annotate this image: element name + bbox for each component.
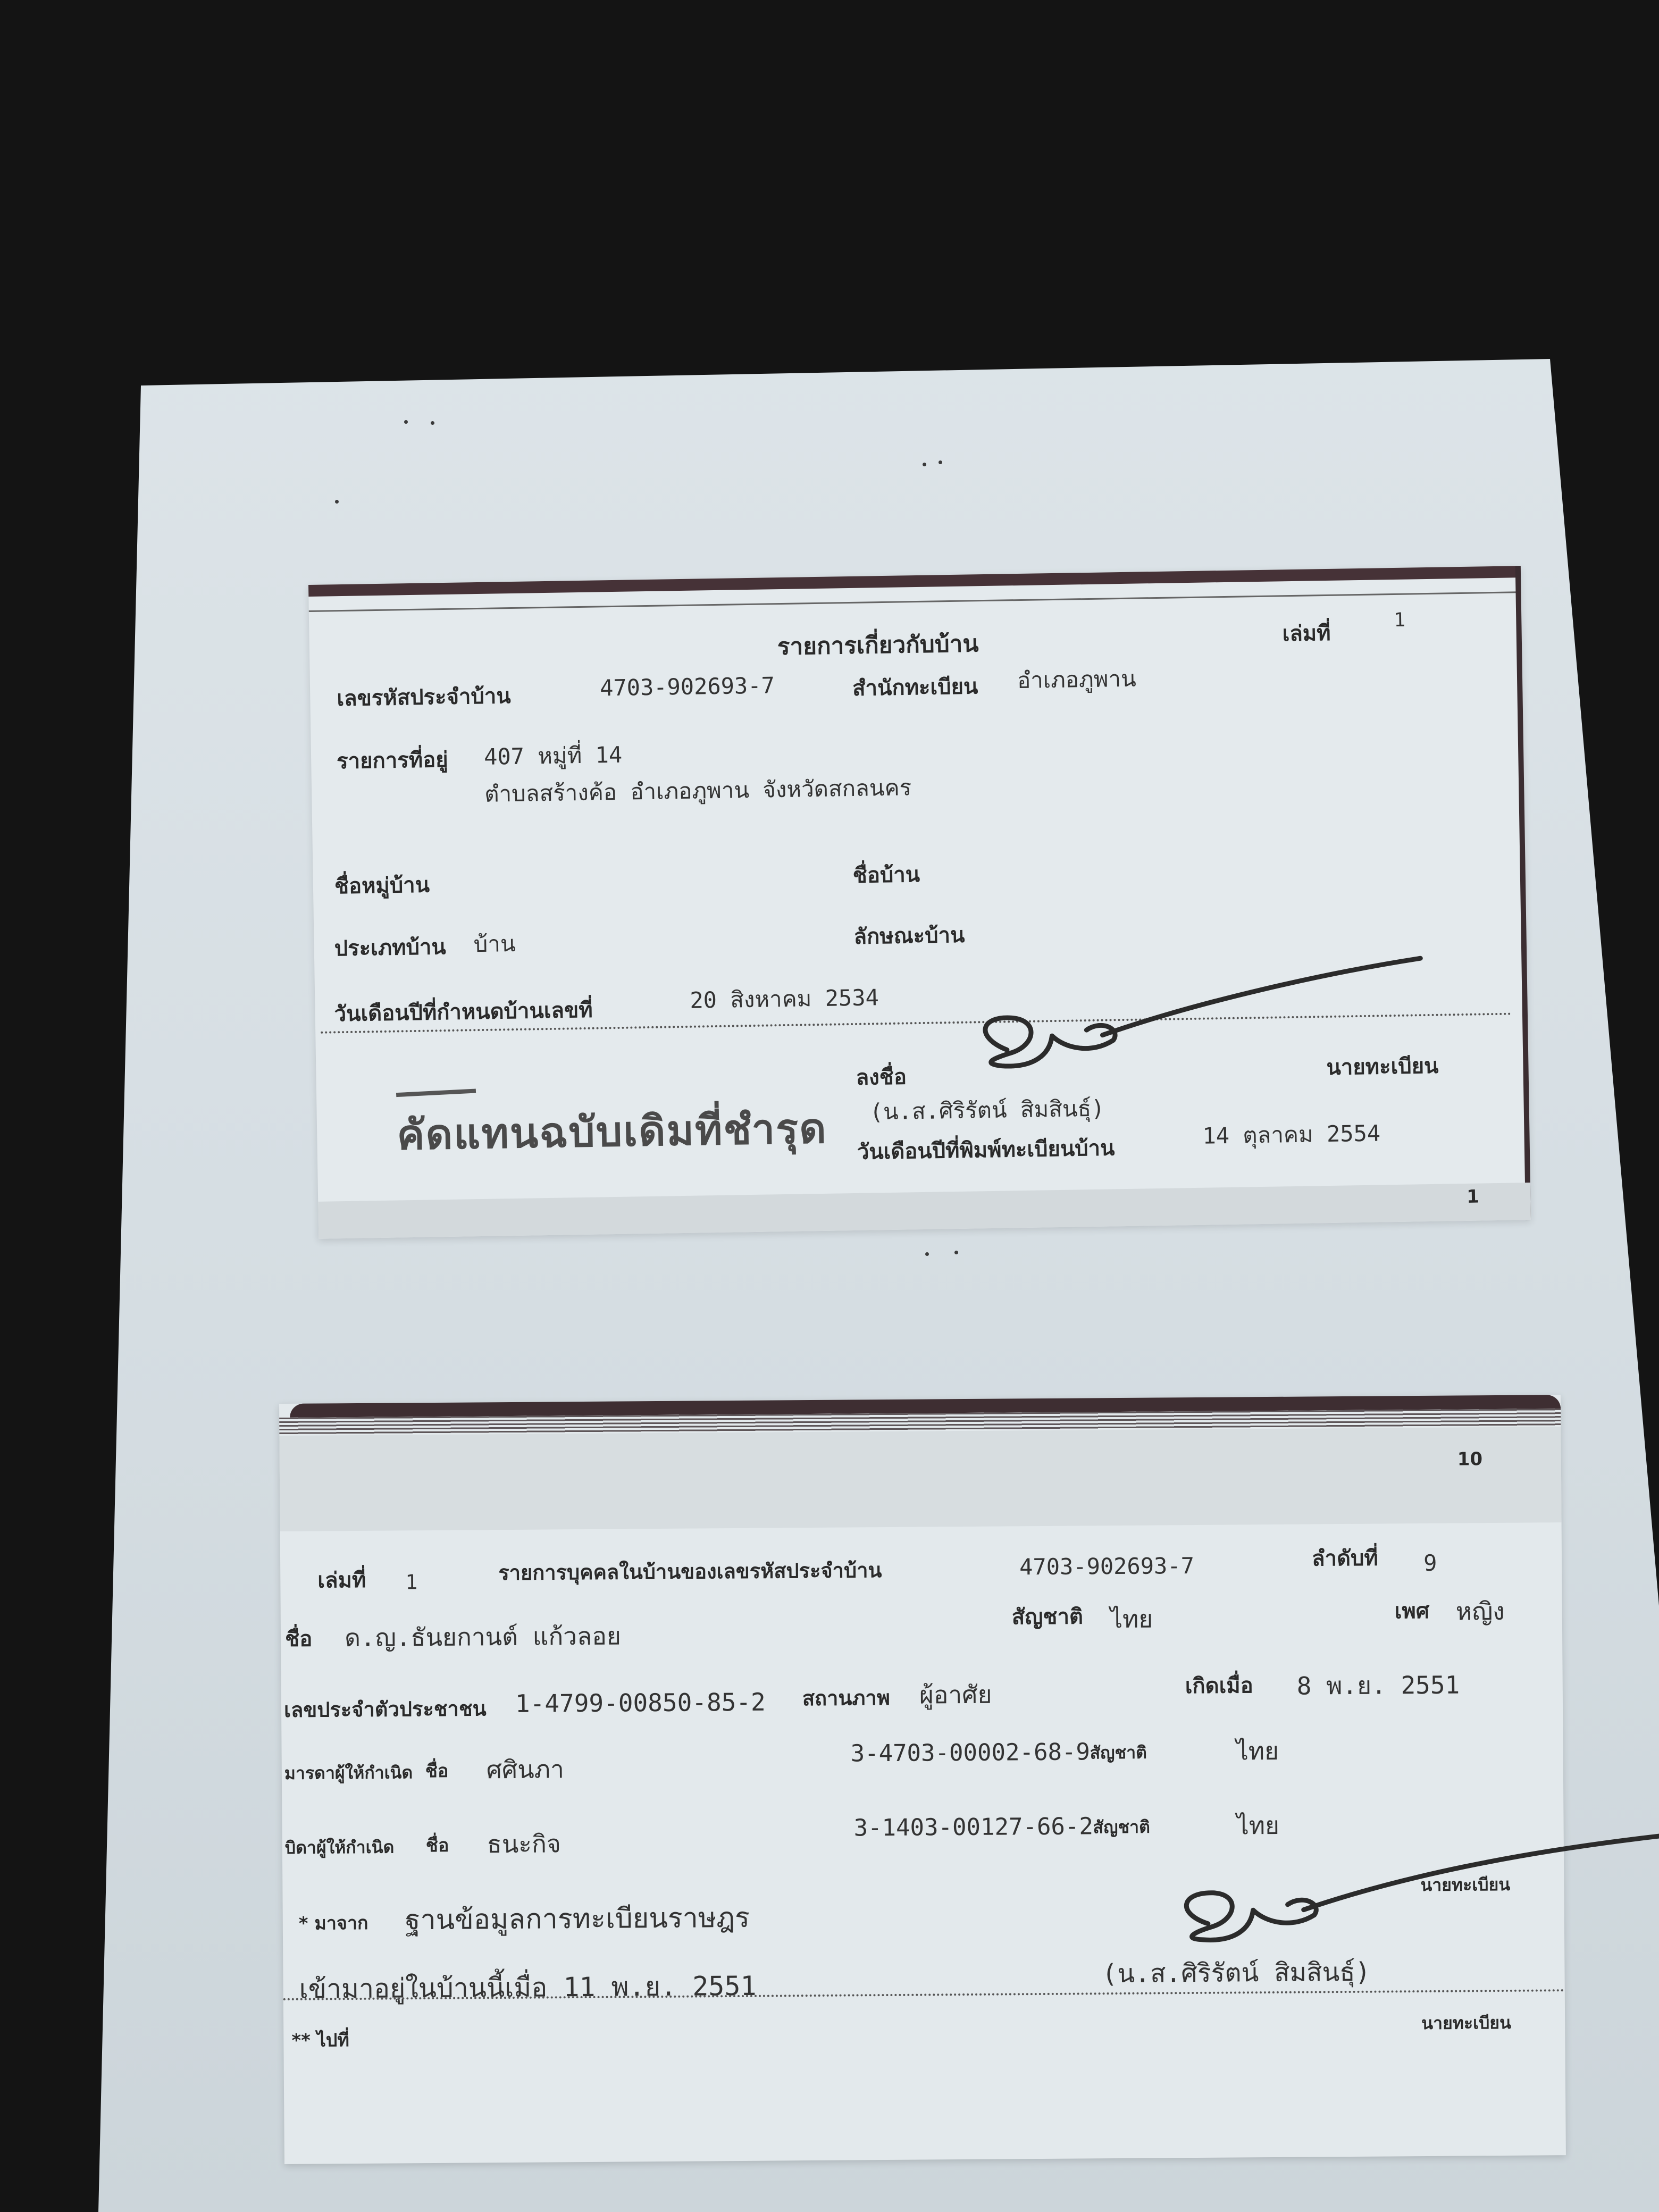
page-number: 10 [1457,1448,1483,1470]
nationality-value: ไทย [1110,1604,1153,1634]
print-date-value: 14 ตุลาคม 2554 [1202,1120,1381,1149]
mother-name-value: ศศินภา [486,1755,564,1784]
house-type-label: ประเภทบ้าน [334,935,447,961]
stamp-underline [396,1089,476,1097]
speck [404,420,408,424]
house-code-value: 4703-902693-7 [1019,1552,1195,1580]
born-label: เกิดเมื่อ [1185,1673,1253,1699]
house-details-card [308,566,1531,1239]
to-label: ** ไปที่ [291,2030,350,2051]
name-label: ชื่อ [284,1627,313,1652]
speck [939,460,942,464]
born-value: 8 พ.ย. 2551 [1296,1670,1460,1700]
house-name-label: ชื่อบ้าน [852,862,920,888]
father-id-value: 3-1403-00127-66-2 [853,1813,1094,1842]
order-label: ลำดับที่ [1311,1546,1378,1571]
mother-nationality-label: สัญชาติ [1090,1742,1147,1763]
speck [335,500,339,504]
village-name-label: ชื่อหมู่บ้าน [334,873,430,899]
house-char-label: ลักษณะบ้าน [853,923,965,949]
moved-in-text: เข้ามาอยู่ในบ้านนี้เมื่อ 11 พ.ย. 2551 [299,1970,757,2005]
sex-label: เพศ [1394,1598,1430,1624]
office-value: อำเภอภูพาน [1017,665,1137,694]
speck [925,1252,929,1256]
house-code-value: 4703-902693-7 [599,672,775,701]
name-value: ด.ญ.ธันยกานต์ แก้วลอย [344,1621,621,1653]
from-label: * มาจาก [298,1912,368,1934]
nationality-label: สัญชาติ [1011,1604,1084,1630]
page-number: 1 [1467,1186,1480,1208]
mother-name-label: ชื่อ [425,1760,449,1782]
date-assigned-label: วันเดือนปีที่กำหนดบ้านเลขที่ [334,998,593,1027]
registrar-label: นายทะเบียน [1420,1874,1511,1896]
book-label: เล่มที่ [317,1568,366,1593]
father-nationality-value: ไทย [1236,1811,1280,1840]
book-label: เล่มที่ [1282,621,1331,647]
registrar-signature [942,950,1475,1075]
status-label: สถานภาพ [802,1686,890,1711]
speck [954,1251,958,1254]
mother-label: มารดาผู้ให้กำเนิด [284,1762,413,1783]
father-nationality-label: สัญชาติ [1093,1816,1150,1838]
address-line-2: ตำบลสร้างค้อ อำเภอภูพาน จังหวัดสกลนคร [484,774,912,807]
stamp-text: คัดแทนฉบับเดิมที่ชำรุด [396,1104,828,1160]
date-assigned-value: 20 สิงหาคม 2534 [689,984,879,1013]
house-code-label: เลขรหัสประจำบ้าน [337,684,511,711]
card-rule [309,591,1521,612]
speck [923,463,926,466]
book-value: 1 [405,1570,418,1594]
registrar-signature [1144,1830,1659,1951]
father-name-value: ธนะกิจ [487,1829,562,1859]
sex-value: หญิง [1455,1596,1505,1626]
status-value: ผู้อาศัย [919,1680,992,1710]
father-name-label: ชื่อ [425,1834,449,1857]
address-line-1: 407 หมู่ที่ 14 [483,741,623,770]
order-value: 9 [1423,1549,1437,1576]
registrar-name: (น.ส.ศิริรัตน์ สิมสินธุ์) [869,1095,1105,1125]
mother-nationality-value: ไทย [1236,1736,1279,1766]
print-date-label: วันเดือนปีที่พิมพ์ทะเบียนบ้าน [857,1136,1115,1164]
address-label: รายการที่อยู่ [336,747,448,774]
speck [431,421,434,425]
office-label: สำนักทะเบียน [852,674,978,701]
citizen-id-value: 1-4799-00850-85-2 [515,1687,766,1718]
registrar-label: นายทะเบียน [1326,1053,1439,1080]
card-header-band [279,1427,1561,1531]
card-title: รายการบุคคลในบ้านของเลขรหัสประจำบ้าน [498,1559,882,1585]
registrar-label-bottom: นายทะเบียน [1421,2012,1512,2034]
book-value: 1 [1393,609,1406,631]
citizen-id-label: เลขประจำตัวประชาชน [283,1697,487,1722]
house-type-value: บ้าน [473,930,516,958]
mother-id-value: 3-4703-00002-68-9 [850,1738,1091,1767]
father-label: บิดาผู้ให้กำเนิด [284,1837,395,1858]
from-value: ฐานข้อมูลการทะเบียนราษฎร [405,1901,750,1937]
person-details-card [279,1395,1566,2164]
sign-label: ลงชื่อ [856,1065,907,1090]
registrar-name: (น.ส.ศิริรัตน์ สิมสินธุ์) [1102,1957,1371,1989]
card-title: รายการเกี่ยวกับบ้าน [777,630,979,661]
